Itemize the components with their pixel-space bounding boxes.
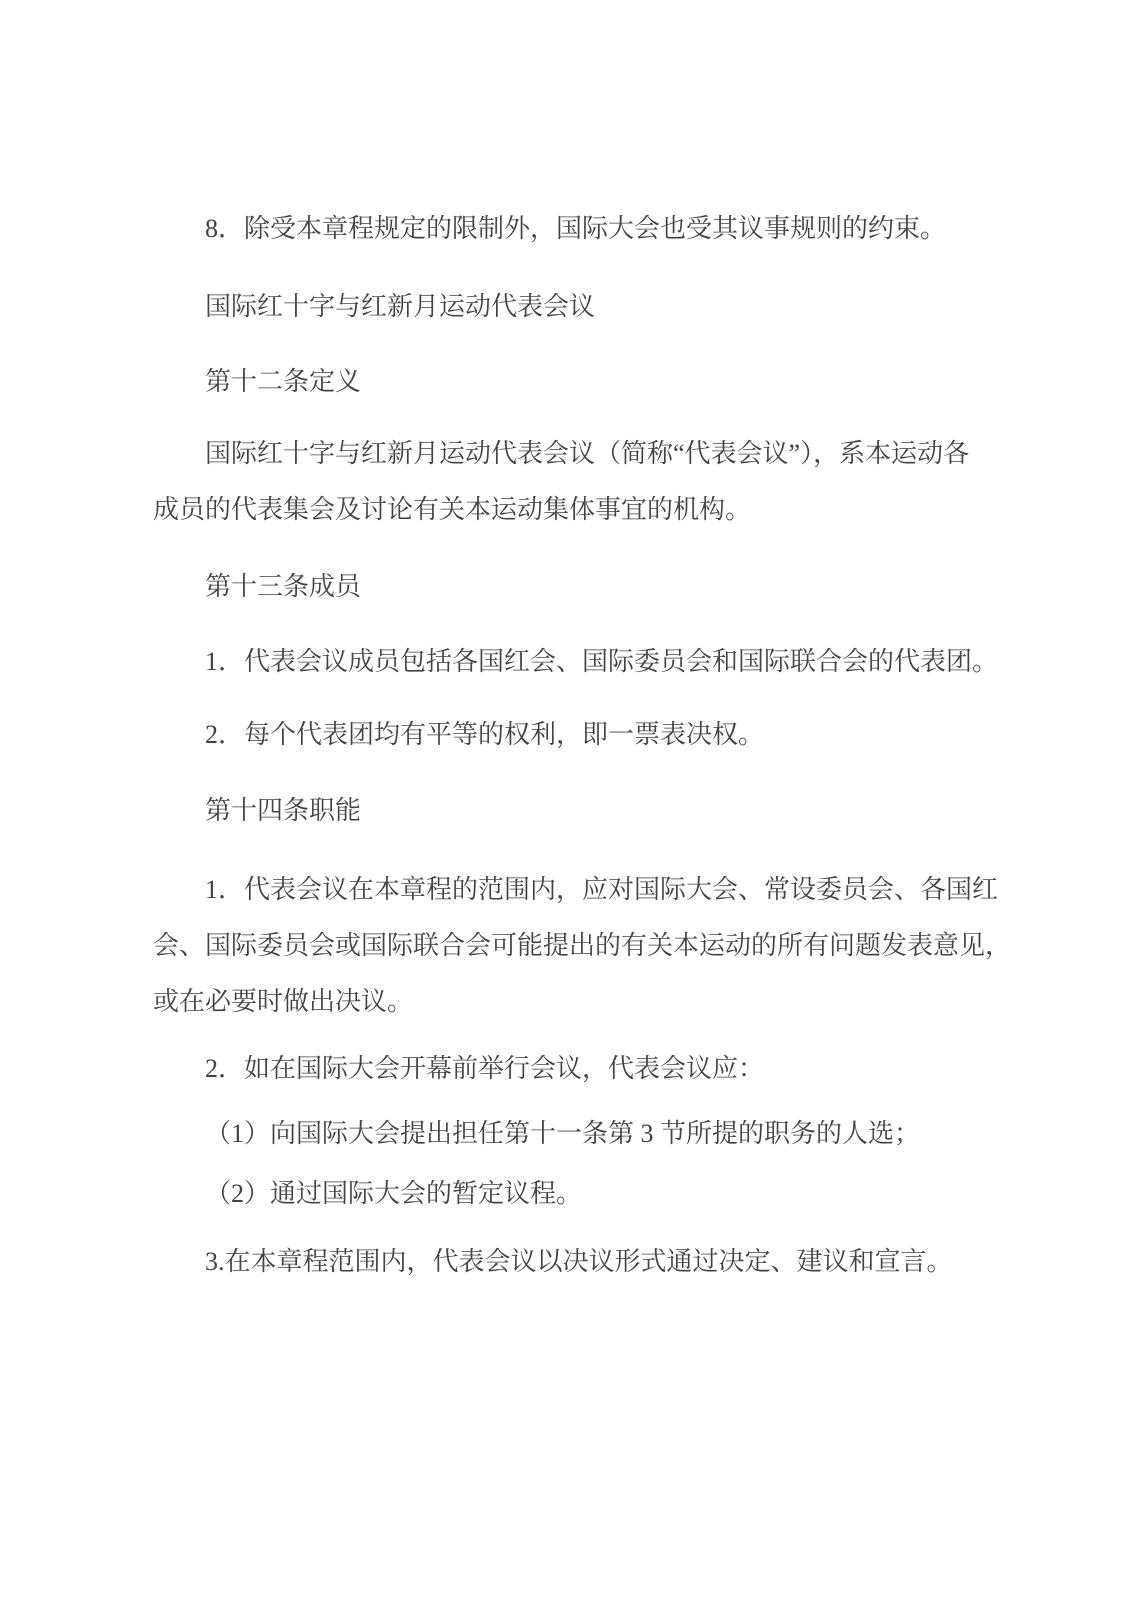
text-line: 1．代表会议成员包括各国红会、国际委员会和国际联合会的代表团。 xyxy=(205,647,999,676)
text-line: 国际红十字与红新月运动代表会议 xyxy=(205,292,596,321)
article-12-title xyxy=(153,354,1003,410)
article-14-clause-2-item-1 xyxy=(153,1106,1003,1162)
text-line: （1）向国际大会提出担任第十一条第 3 节所提的职务的人选； xyxy=(205,1119,921,1148)
article-12-body xyxy=(153,426,1003,538)
text-line: 或在必要时做出决议。 xyxy=(153,987,414,1016)
article-14-clause-1 xyxy=(153,862,1012,1030)
text-line: （2）通过国际大会的暂定议程。 xyxy=(205,1179,583,1208)
clause-8 xyxy=(153,201,1003,257)
text-line: 成员的代表集会及讨论有关本运动集体事宜的机构。 xyxy=(153,495,752,524)
article-13-title xyxy=(153,559,1003,615)
text-line: 2．每个代表团均有平等的权利，即一票表决权。 xyxy=(205,720,765,749)
text-line: 第十四条职能 xyxy=(205,796,362,825)
text-line: 2．如在国际大会开幕前举行会议，代表会议应： xyxy=(205,1054,765,1083)
article-13-clause-1 xyxy=(153,634,1003,690)
text-line: 8．除受本章程规定的限制外，国际大会也受其议事规则的约束。 xyxy=(205,214,947,243)
text-line: 第十二条定义 xyxy=(205,367,362,396)
text-line: 国际红十字与红新月运动代表会议（简称“代表会议”），系本运动各 xyxy=(205,439,970,468)
text-line: 会、国际委员会或国际联合会可能提出的有关本运动的所有问题发表意见， xyxy=(153,931,1012,960)
council-heading xyxy=(153,279,1003,335)
article-14-title xyxy=(153,783,1003,839)
article-14-clause-2 xyxy=(153,1041,1003,1097)
text-line: 第十三条成员 xyxy=(205,572,362,601)
article-13-clause-2 xyxy=(153,707,1003,763)
text-line: 1．代表会议在本章程的范围内，应对国际大会、常设委员会、各国红 xyxy=(205,875,999,904)
article-14-clause-3 xyxy=(153,1234,1003,1290)
document-body xyxy=(153,201,1012,1290)
text-line: 3.在本章程范围内，代表会议以决议形式通过决定、建议和宣言。 xyxy=(205,1247,953,1276)
article-14-clause-2-item-2 xyxy=(153,1166,1003,1222)
